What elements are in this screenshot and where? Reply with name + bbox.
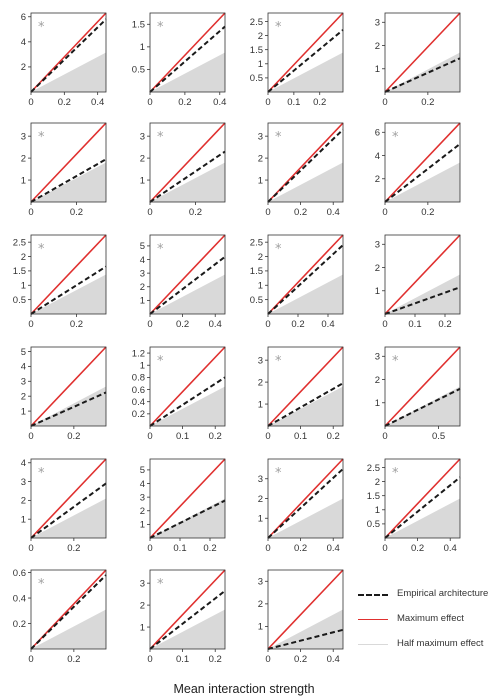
significance-star: * (38, 466, 45, 481)
half-maximum-area (31, 499, 106, 539)
x-tick-label: 0.2 (421, 97, 435, 108)
x-tick-label: 0.2 (175, 319, 190, 330)
panel-9 (13, 235, 106, 330)
x-tick-label: 0.4 (213, 97, 227, 108)
y-tick-label: 2.5 (12, 237, 26, 249)
y-tick-label: 1 (139, 622, 145, 634)
y-tick-label: 1 (257, 513, 263, 525)
x-tick-label: 0.2 (291, 319, 305, 330)
y-tick-label: 1 (139, 175, 145, 187)
x-tick-label: 0 (147, 431, 153, 442)
x-tick-label: 0.2 (293, 543, 308, 554)
x-tick-label: 0.4 (91, 97, 105, 108)
y-tick-label: 2 (20, 251, 26, 263)
half-maximum-area (150, 610, 225, 650)
y-tick-label: 1 (374, 505, 380, 517)
x-tick-label: 0 (28, 654, 34, 665)
panel-11 (250, 235, 343, 330)
y-tick-label: 1 (139, 360, 145, 372)
y-tick-label: 3 (139, 492, 145, 504)
half-maximum-area (150, 387, 225, 427)
y-tick-label: 3 (20, 476, 26, 488)
significance-star: * (275, 130, 282, 145)
y-tick-label: 1 (139, 42, 145, 54)
half-maximum-area (268, 610, 343, 650)
x-tick-label: 0.2 (203, 543, 217, 554)
y-tick-label: 2 (20, 153, 26, 165)
half-maximum-area (385, 275, 460, 315)
half-maximum-area (385, 163, 460, 203)
x-tick-label: 0 (28, 543, 34, 554)
y-tick-label: 1 (139, 295, 145, 307)
x-tick-label: 0.4 (443, 543, 457, 554)
x-tick-label: 0 (28, 431, 34, 442)
significance-star: * (157, 20, 164, 35)
y-tick-label: 3 (257, 576, 263, 588)
panel-6 (140, 123, 225, 218)
y-tick-label: 4 (20, 458, 26, 470)
x-tick-label: 0 (147, 654, 153, 665)
panel-20 (367, 459, 460, 554)
x-tick-label: 0 (265, 654, 271, 665)
legend-item-maximum (355, 611, 488, 627)
y-tick-label: 4 (374, 150, 380, 162)
y-tick-label: 3 (139, 131, 145, 143)
x-tick-label: 0.1 (173, 543, 187, 554)
y-tick-label: 5 (139, 241, 145, 253)
significance-star: * (392, 130, 399, 145)
y-tick-label: 1.5 (131, 19, 145, 31)
legend-label-empirical: Empirical architecture (397, 588, 488, 599)
significance-star: * (392, 354, 399, 369)
x-tick-label: 0.2 (57, 97, 71, 108)
y-tick-label: 2 (374, 40, 380, 52)
significance-star: * (38, 577, 45, 592)
y-tick-label: 0.2 (12, 618, 26, 630)
half-maximum-area (31, 275, 106, 315)
y-tick-label: 0.4 (12, 593, 26, 605)
x-tick-label: 0.1 (287, 97, 301, 108)
x-tick-label: 0 (382, 97, 388, 108)
significance-star: * (157, 577, 164, 592)
x-tick-label: 0.2 (410, 543, 425, 554)
y-tick-label: 5 (139, 465, 145, 477)
y-tick-label: 0.5 (249, 73, 263, 85)
y-tick-label: 3 (139, 578, 145, 590)
x-tick-label: 0 (28, 207, 34, 218)
y-tick-label: 2 (257, 251, 263, 263)
y-tick-label: 1 (257, 399, 263, 411)
legend-item-half (355, 636, 488, 652)
y-tick-label: 1 (374, 398, 380, 410)
y-tick-label: 1 (20, 514, 26, 526)
x-tick-label: 0.2 (69, 319, 84, 330)
y-tick-label: 2 (139, 282, 145, 294)
x-tick-label: 0 (28, 97, 34, 108)
x-tick-label: 0.2 (313, 97, 327, 108)
y-tick-label: 1 (20, 406, 26, 418)
y-tick-label: 1 (257, 621, 263, 633)
y-tick-label: 1 (257, 175, 263, 187)
x-tick-label: 0.2 (67, 543, 81, 554)
x-tick-label: 0 (382, 319, 388, 330)
y-tick-label: 1 (20, 280, 26, 292)
y-tick-label: 1 (374, 286, 380, 298)
y-tick-label: 2 (257, 599, 263, 611)
x-tick-label: 0.4 (321, 319, 335, 330)
y-tick-label: 2 (374, 262, 380, 274)
x-tick-label: 0.1 (175, 431, 190, 442)
x-tick-label: 0.1 (408, 319, 422, 330)
x-tick-label: 0.2 (188, 207, 203, 218)
x-tick-label: 0.2 (67, 654, 81, 665)
y-tick-label: 1.5 (249, 266, 263, 278)
y-tick-label: 2.5 (249, 237, 263, 249)
legend-swatch-maximum (358, 619, 388, 620)
y-tick-label: 2 (374, 174, 380, 186)
y-tick-label: 4 (20, 361, 26, 373)
y-tick-label: 6 (374, 127, 380, 139)
x-tick-label: 0 (28, 319, 34, 330)
legend (355, 586, 488, 666)
y-tick-label: 3 (257, 131, 263, 143)
panel-15 (258, 347, 343, 442)
y-tick-label: 1 (139, 519, 145, 531)
significance-star: * (157, 242, 164, 257)
x-tick-label: 0 (382, 207, 388, 218)
y-tick-label: 0.6 (12, 567, 26, 579)
x-tick-label: 0.4 (208, 319, 222, 330)
y-tick-label: 1 (257, 59, 263, 71)
panel-22 (140, 570, 225, 665)
x-tick-label: 0 (265, 431, 271, 442)
y-tick-label: 2 (20, 495, 26, 507)
y-tick-label: 4 (139, 254, 145, 266)
x-tick-label: 0.2 (67, 431, 81, 442)
significance-star: * (157, 130, 164, 145)
y-tick-label: 1 (20, 175, 26, 187)
y-tick-label: 3 (374, 17, 380, 29)
y-tick-label: 3 (257, 474, 263, 486)
y-tick-label: 1.5 (12, 266, 26, 278)
x-tick-label: 0.2 (208, 431, 222, 442)
panel-12 (375, 235, 460, 330)
legend-item-empirical (355, 586, 488, 602)
x-tick-label: 0 (265, 543, 271, 554)
panel-8 (375, 123, 460, 218)
y-tick-label: 3 (20, 131, 26, 143)
x-tick-label: 0.2 (438, 319, 452, 330)
half-maximum-area (150, 163, 225, 203)
y-tick-label: 0.5 (366, 519, 380, 531)
y-tick-label: 3 (257, 355, 263, 367)
x-tick-label: 0.5 (431, 431, 446, 442)
significance-star: * (392, 466, 399, 481)
panel-23 (258, 570, 343, 665)
panel-7 (258, 123, 343, 218)
y-tick-label: 2.5 (249, 16, 263, 28)
half-maximum-area (31, 53, 106, 93)
y-tick-label: 4 (20, 37, 26, 49)
panel-19 (258, 459, 343, 554)
x-tick-label: 0 (147, 97, 153, 108)
x-tick-label: 0 (382, 543, 388, 554)
half-maximum-area (150, 275, 225, 315)
significance-star: * (38, 20, 45, 35)
legend-label-half: Half maximum effect (397, 638, 484, 649)
panel-3 (250, 13, 343, 108)
panel-21 (13, 568, 106, 665)
legend-swatch-empirical (358, 594, 388, 596)
y-tick-label: 0.5 (12, 294, 26, 306)
panel-5 (21, 123, 106, 218)
y-tick-label: 0.4 (131, 396, 145, 408)
panel-17 (21, 458, 106, 554)
x-tick-label: 0 (147, 319, 153, 330)
y-tick-label: 1.2 (131, 348, 145, 360)
y-tick-label: 5 (20, 346, 26, 358)
x-tick-label: 0.1 (175, 654, 190, 665)
x-tick-label: 0 (147, 543, 153, 554)
x-tick-label: 0.2 (421, 207, 435, 218)
y-tick-label: 2 (139, 506, 145, 518)
y-tick-label: 0.5 (249, 294, 263, 306)
half-maximum-area (385, 499, 460, 539)
legend-label-maximum: Maximum effect (397, 613, 464, 624)
y-tick-label: 1.5 (249, 44, 263, 56)
x-tick-label: 0 (147, 207, 153, 218)
significance-star: * (275, 242, 282, 257)
significance-star: * (38, 242, 45, 257)
panel-4 (375, 13, 460, 108)
y-tick-label: 6 (20, 12, 26, 24)
x-tick-label: 0.4 (326, 207, 340, 218)
panel-13 (21, 347, 106, 442)
x-tick-label: 0.4 (326, 654, 340, 665)
x-tick-label: 0.2 (293, 654, 308, 665)
y-tick-label: 2 (20, 62, 26, 74)
x-tick-label: 0.4 (326, 543, 340, 554)
panel-1 (21, 12, 106, 108)
x-tick-label: 0.2 (208, 654, 222, 665)
y-tick-label: 3 (374, 239, 380, 251)
y-tick-label: 0.2 (131, 409, 145, 421)
y-tick-label: 1 (257, 280, 263, 292)
half-maximum-area (31, 610, 106, 650)
x-tick-label: 0 (382, 431, 388, 442)
y-tick-label: 2 (374, 374, 380, 386)
y-tick-label: 2 (139, 153, 145, 165)
y-tick-label: 3 (20, 376, 26, 388)
y-tick-label: 3 (374, 351, 380, 363)
y-tick-label: 0.8 (131, 372, 145, 384)
x-tick-label: 0.2 (69, 207, 84, 218)
significance-star: * (275, 466, 282, 481)
x-tick-label: 0.2 (178, 97, 192, 108)
panel-2 (132, 13, 227, 108)
y-tick-label: 4 (139, 478, 145, 490)
y-tick-label: 2 (20, 391, 26, 403)
y-tick-label: 2 (374, 476, 380, 488)
x-tick-label: 0.1 (293, 431, 308, 442)
y-tick-label: 2 (257, 153, 263, 165)
y-tick-label: 1.5 (366, 490, 380, 502)
x-axis-caption: Mean interaction strength (173, 682, 315, 696)
x-tick-label: 0.2 (326, 431, 340, 442)
x-tick-label: 0.2 (293, 207, 308, 218)
y-tick-label: 2.5 (366, 462, 380, 474)
x-tick-label: 0 (265, 319, 271, 330)
significance-star: * (38, 130, 45, 145)
panel-18 (140, 459, 225, 554)
y-tick-label: 0.5 (131, 64, 145, 76)
y-tick-label: 2 (257, 30, 263, 42)
x-tick-label: 0 (265, 207, 271, 218)
y-tick-label: 2 (257, 377, 263, 389)
y-tick-label: 1 (374, 64, 380, 76)
y-tick-label: 0.6 (131, 384, 145, 396)
half-maximum-area (268, 163, 343, 203)
y-tick-label: 2 (257, 493, 263, 505)
legend-swatch-half (358, 644, 388, 645)
significance-star: * (157, 354, 164, 369)
panel-16 (375, 347, 460, 442)
panel-14 (132, 347, 225, 442)
significance-star: * (275, 20, 282, 35)
x-tick-label: 0 (265, 97, 271, 108)
y-tick-label: 3 (139, 268, 145, 280)
half-maximum-area (268, 53, 343, 93)
significance-star: * (275, 354, 282, 369)
y-tick-label: 2 (139, 600, 145, 612)
panel-10 (140, 235, 225, 330)
